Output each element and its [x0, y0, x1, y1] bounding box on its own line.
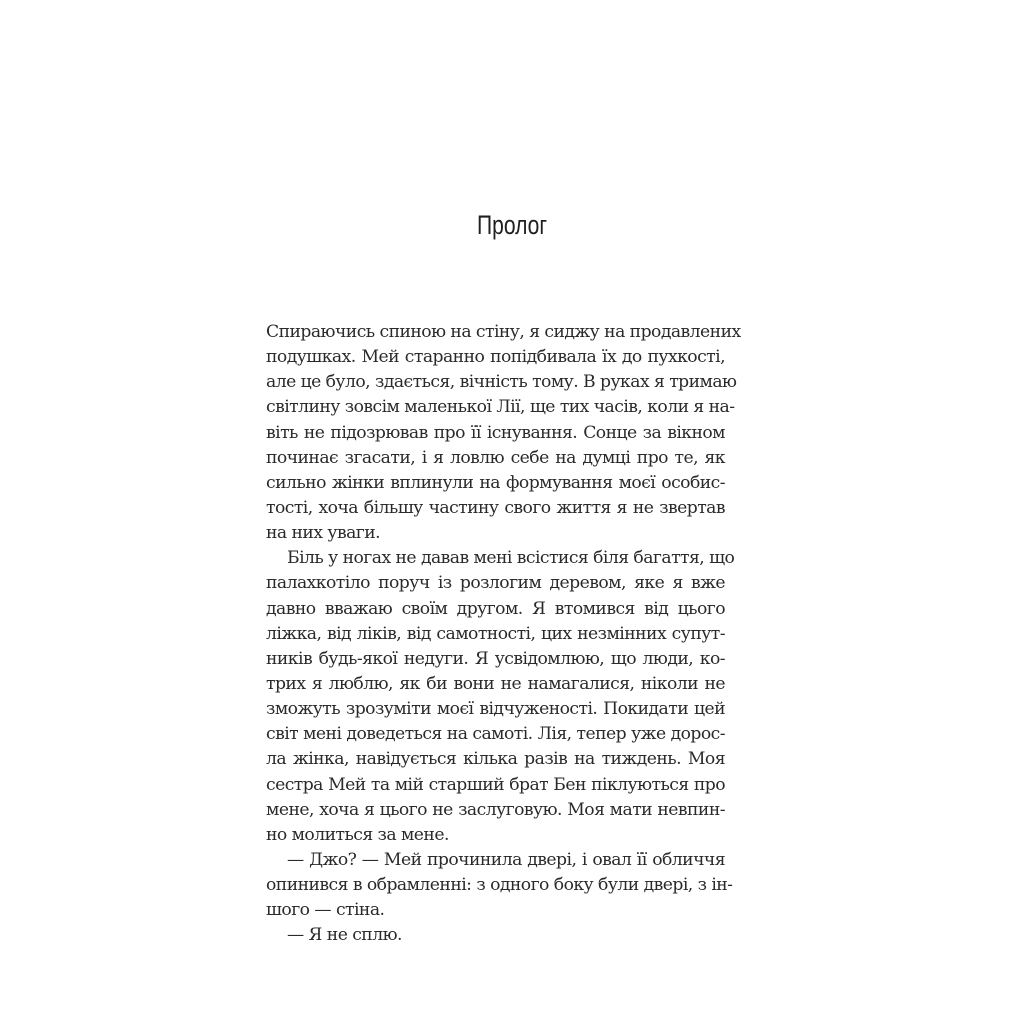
- dialogue-line: — Джо? — Мей прочинила двері, і овал її обличчя: [287, 849, 725, 870]
- text-line: на них уваги.: [266, 523, 381, 544]
- text-line: палахкотіло поруч із розлогим деревом, яке я вже: [266, 573, 725, 594]
- text-line: сильно жінки вплинули на формування моєї особис-: [266, 472, 725, 493]
- text-line: Біль у ногах не давав мені всістися біля багаття, що: [287, 548, 735, 569]
- text-line: але це було, здається, вічність тому. В руках я тримаю: [266, 372, 737, 393]
- paragraph: [266, 923, 725, 948]
- text-line: віть не підозрював про її існування. Сонце за вікном: [266, 422, 725, 443]
- text-line: ла жінка, навідується кілька разів на тиждень. Моя: [266, 749, 725, 770]
- text-line: шого — стіна.: [266, 900, 385, 921]
- text-line: світлину зовсім маленької Лії, ще тих часів, коли я на-: [266, 397, 735, 418]
- text-line: світ мені доведеться на самоті. Лія, тепер уже дорос-: [266, 724, 725, 745]
- text-line: опинився в обрамленні: з одного боку були двері, з ін-: [266, 875, 733, 896]
- body-text: [266, 320, 741, 949]
- text-line: Спираючись спиною на стіну, я сиджу на продавлених: [266, 322, 741, 342]
- text-line: зможуть зрозуміти моєї відчуженості. Покидати цей: [266, 699, 725, 720]
- text-line: давно вважаю своїм другом. Я втомився від цього: [266, 598, 725, 619]
- text-line: трих я люблю, як би вони не намагалися, ніколи не: [266, 673, 725, 694]
- text-line: ліжка, від ліків, від самотності, цих незмінних супут-: [266, 623, 725, 644]
- text-line: сестра Мей та мій старший брат Бен піклуються про: [266, 774, 725, 795]
- paragraph: [266, 320, 741, 546]
- text-line: но молиться за мене.: [266, 824, 449, 845]
- text-line: мене, хоча я цього не заслуговую. Моя мати невпин-: [266, 799, 725, 820]
- text-line: ників будь-якої недуги. Я усвідомлюю, що люди, ко-: [266, 648, 725, 669]
- text-line: тості, хоча більшу частину свого життя я не звертав: [266, 497, 725, 518]
- paragraph: [266, 546, 735, 848]
- text-line: починає згасати, і я ловлю себе на думці про те, як: [266, 447, 725, 468]
- text-line: подушках. Мей старанно попідбивала їх до пухкості,: [266, 347, 725, 368]
- paragraph: [266, 848, 733, 923]
- chapter-title: Пролог: [476, 210, 548, 241]
- dialogue-line: — Я не сплю.: [287, 925, 402, 946]
